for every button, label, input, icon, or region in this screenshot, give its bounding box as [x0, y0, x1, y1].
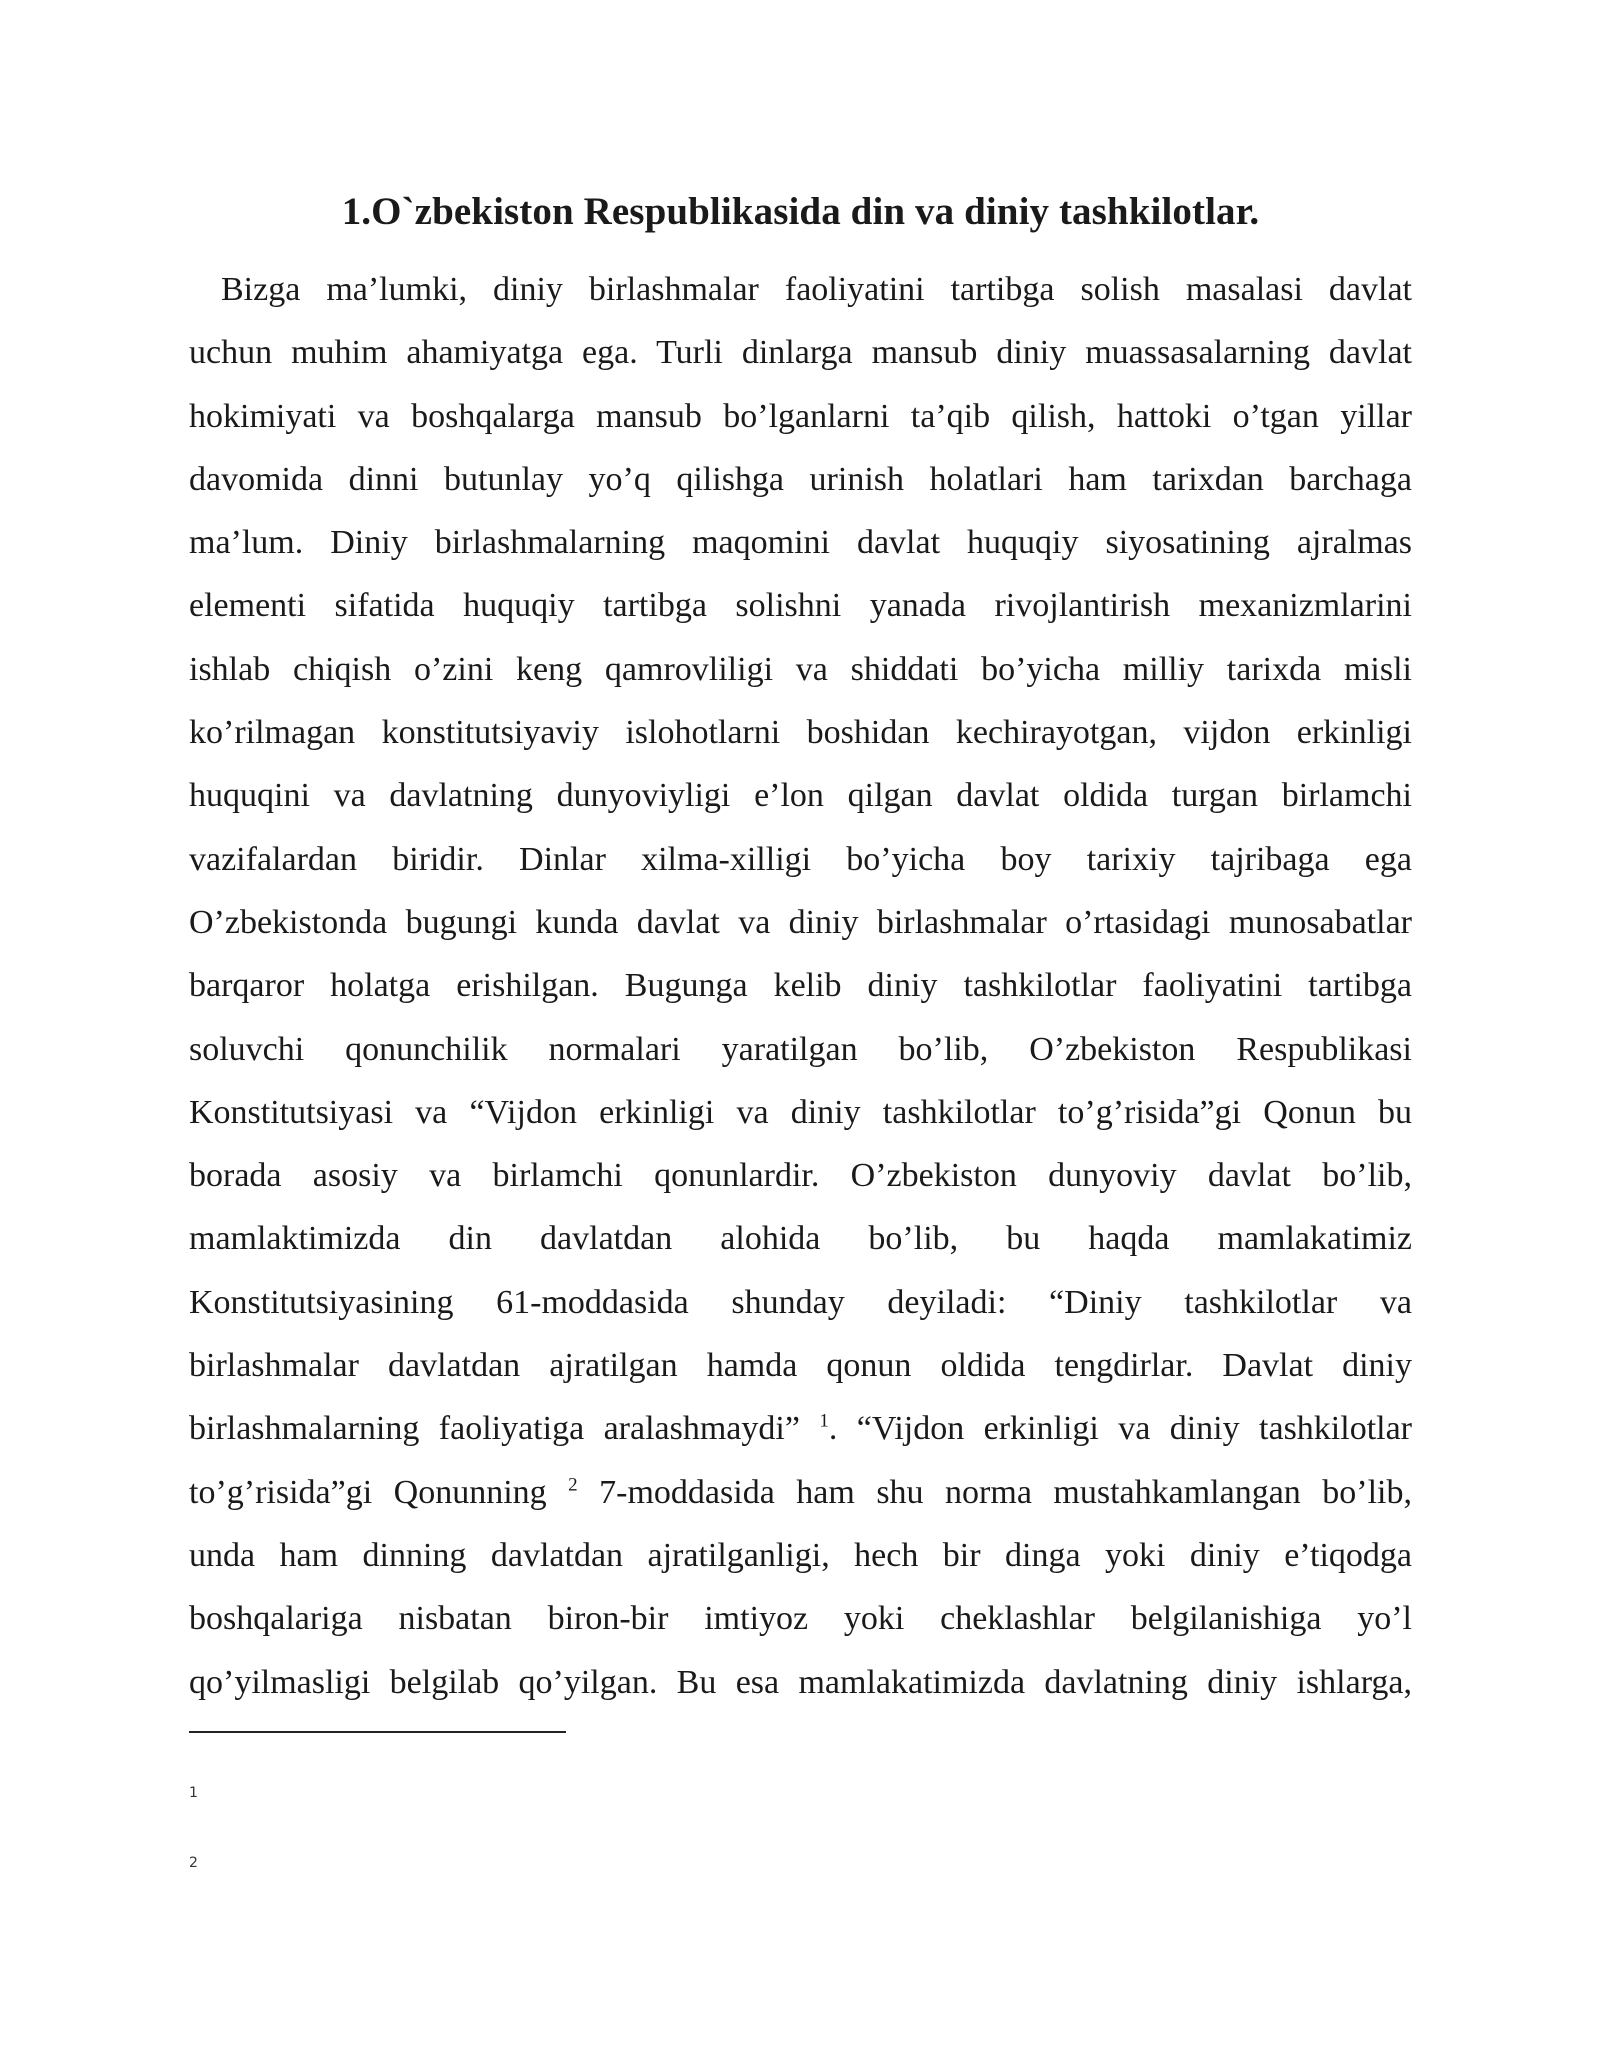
text-line: ko’rilmagan konstitutsiyaviy islohotlarni boshidan kechirayotgan, vijdon erkinligi	[189, 714, 1412, 752]
text-line: O’zbekistonda bugungi kunda davlat va diniy birlashmalar o’rtasidagi munosabatlar	[189, 903, 1412, 941]
text-line: huquqini va davlatning dunyoviyligi e’lon qilgan davlat oldida turgan birlamchi	[189, 777, 1412, 815]
text-line: hokimiyati va boshqalarga mansub bo’lganlarni ta’qib qilish, hattoki o’tgan yillar	[189, 397, 1412, 435]
text-line: qo’yilmasligi belgilab qo’yilgan. Bu esa mamlakatimizda davlatning diniy ishlarga,	[189, 1663, 1412, 1701]
text-segment: to’g’risida”gi Qonunning	[189, 1473, 569, 1511]
text-line: vazifalardan biridir. Dinlar xilma-xilligi bo’yicha boy tarixiy tajribaga ega	[189, 840, 1412, 878]
text-line: mamlaktimizda din davlatdan alohida bo’lib, bu haqda mamlakatimiz	[189, 1220, 1412, 1258]
text-line: boshqalariga nisbatan biron-bir imtiyoz yoki cheklashlar belgilanishiga yo’l	[189, 1600, 1412, 1638]
text-line: elementi sifatida huquqiy tartibga solishni yanada rivojlantirish mexanizmlarini	[189, 587, 1412, 625]
text-line: Konstitutsiyasi va “Vijdon erkinligi va diniy tashkilotlar to’g’risida”gi Qonun bu	[189, 1093, 1412, 1131]
footnote-reference[interactable]: 2	[568, 1474, 578, 1496]
text-line-with-footnote	[189, 1461, 1412, 1524]
text-line: soluvchi qonunchilik normalari yaratilgan bo’lib, O’zbekiston Respublikasi	[189, 1030, 1412, 1068]
footnote-1-marker: 1	[189, 1785, 198, 1801]
document-heading: 1.O`zbekiston Respublikasida din va diniy tashkilotlar.	[341, 190, 1260, 233]
footnote-reference[interactable]: 1	[819, 1411, 829, 1433]
text-line: Bizga ma’lumki, diniy birlashmalar faoliyatini tartibga solish masalasi davlat	[221, 271, 1412, 308]
footnote-2-marker: 2	[189, 1855, 198, 1871]
text-line: Konstitutsiyasining 61-moddasida shunday deyiladi: “Diniy tashkilotlar va	[189, 1283, 1412, 1321]
text-line: ma’lum. Diniy birlashmalarning maqomini davlat huquqiy siyosatining ajralmas	[189, 524, 1412, 562]
text-line: barqaror holatga erishilgan. Bugunga kelib diniy tashkilotlar faoliyatini tartibga	[189, 967, 1412, 1005]
text-line: davomida dinni butunlay yo’q qilishga urinish holatlari ham tarixdan barchaga	[189, 460, 1412, 498]
text-line: uchun muhim ahamiyatga ega. Turli dinlarga mansub diniy muassasalarning davlat	[189, 334, 1412, 372]
text-line: unda ham dinning davlatdan ajratilganligi, hech bir dinga yoki diniy e’tiqodga	[189, 1536, 1412, 1574]
text-line-with-footnote	[189, 1397, 1412, 1460]
text-segment: birlashmalarning faoliyatiga aralashmaydi”	[189, 1410, 820, 1448]
footnote-separator	[189, 1731, 566, 1733]
text-line: birlashmalar davlatdan ajratilgan hamda qonun oldida tengdirlar. Davlat diniy	[189, 1347, 1412, 1385]
text-segment: . “Vijdon erkinligi va diniy tashkilotlar	[828, 1410, 1412, 1448]
text-line: borada asosiy va birlamchi qonunlardir. O’zbekiston dunyoviy davlat bo’lib,	[189, 1157, 1412, 1195]
body-paragraph	[189, 258, 1412, 1714]
text-segment: 7-moddasida ham shu norma mustahkamlangan bo’lib,	[577, 1473, 1412, 1511]
text-line: ishlab chiqish o’zini keng qamrovliligi va shiddati bo’yicha milliy tarixda misli	[189, 650, 1412, 688]
